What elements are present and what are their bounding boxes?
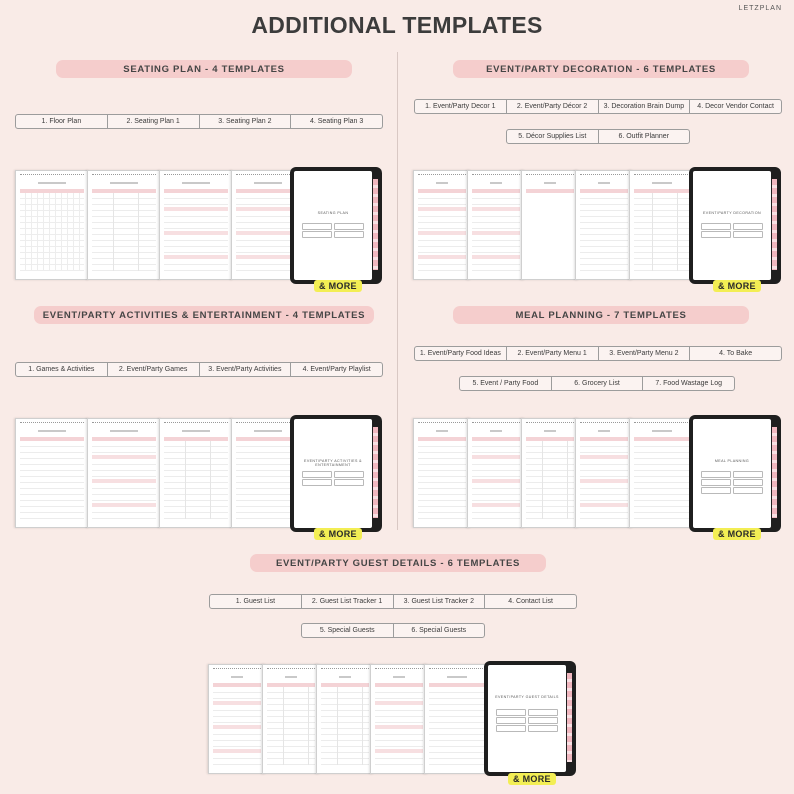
template-tab[interactable]: 1. Event/Party Decor 1 (425, 103, 496, 110)
template-tab[interactable]: 2. Event/Party Games (107, 363, 199, 376)
template-tab[interactable]: 4. Event/Party Playlist (290, 363, 382, 376)
template-tab-row (209, 594, 577, 609)
template-page-thumbnail[interactable] (424, 664, 490, 774)
template-tab[interactable]: 4. Seating Plan 3 (290, 115, 382, 128)
template-tab[interactable]: 4. Decor Vendor Contact (689, 100, 781, 113)
tablet-screen-title: SEATING PLAN (317, 211, 349, 215)
template-tab[interactable]: 4. To Bake (689, 347, 781, 360)
tablet-screen-title: MEAL PLANNING (714, 459, 750, 463)
section-banner: EVENT/PARTY ACTIVITIES & ENTERTAINMENT - 4 TEMPLATES (34, 306, 374, 324)
section-banner: EVENT/PARTY GUEST DETAILS - 6 TEMPLATES (250, 554, 546, 572)
template-page-thumbnail[interactable] (87, 170, 161, 280)
section-banner: SEATING PLAN - 4 TEMPLATES (56, 60, 352, 78)
tablet-mockup (484, 661, 576, 784)
template-page-thumbnail[interactable] (316, 664, 374, 774)
template-page-thumbnail[interactable] (15, 170, 89, 280)
template-tab[interactable]: 2. Event/Party Décor 2 (506, 100, 598, 113)
tablet-screen (693, 171, 771, 280)
template-tab[interactable]: 6. Outfit Planner (598, 130, 690, 143)
template-tab-row (15, 362, 383, 377)
tablet-side-tabs (567, 673, 572, 762)
template-tab-row (301, 623, 485, 638)
template-tab[interactable]: 3. Guest List Tracker 2 (393, 595, 485, 608)
template-tab-row (414, 99, 782, 114)
tablet-side-tabs (373, 427, 378, 518)
template-tab[interactable]: 1. Guest List (235, 598, 276, 605)
template-page-thumbnail[interactable] (629, 418, 695, 528)
template-page-thumbnail[interactable] (575, 170, 633, 280)
template-tab[interactable]: 3. Decoration Brain Dump (598, 100, 690, 113)
template-tab[interactable]: 6. Grocery List (551, 377, 643, 390)
template-preview-strip (208, 664, 578, 784)
template-tab[interactable]: 2. Guest List Tracker 1 (301, 595, 393, 608)
section-banner: EVENT/PARTY DECORATION - 6 TEMPLATES (453, 60, 749, 78)
tablet-screen (693, 419, 771, 528)
page-title: ADDITIONAL TEMPLATES (251, 12, 543, 38)
template-page-thumbnail[interactable] (413, 170, 471, 280)
template-preview-strip (413, 418, 783, 539)
template-preview-strip (15, 170, 383, 291)
template-tab[interactable]: 5. Event / Party Food (472, 380, 539, 387)
template-page-thumbnail[interactable] (370, 664, 428, 774)
template-page-thumbnail[interactable] (629, 170, 695, 280)
section-banner: MEAL PLANNING - 7 TEMPLATES (453, 306, 749, 324)
tablet-screen-title: EVENT/PARTY GUEST DETAILS (495, 695, 559, 699)
template-tab[interactable]: 2. Seating Plan 1 (107, 115, 199, 128)
template-tab[interactable]: 1. Event/Party Food Ideas (419, 350, 501, 357)
template-tab[interactable]: 3. Seating Plan 2 (199, 115, 291, 128)
tablet-screen (294, 171, 372, 280)
template-page-thumbnail[interactable] (159, 418, 233, 528)
brand-logo: LETZPLAN (738, 5, 782, 12)
tablet-side-tabs (373, 179, 378, 270)
template-page-thumbnail[interactable] (467, 170, 525, 280)
template-page-thumbnail[interactable] (521, 418, 579, 528)
template-tab[interactable]: 1. Floor Plan (41, 118, 82, 125)
template-tab[interactable]: 7. Food Wastage Log (642, 377, 734, 390)
center-divider (397, 52, 398, 530)
template-tab-row (459, 376, 735, 391)
template-page-thumbnail[interactable] (262, 664, 320, 774)
template-tab[interactable]: 5. Décor Supplies List (518, 133, 587, 140)
more-badge: & MORE (314, 280, 362, 292)
template-page-thumbnail[interactable] (467, 418, 525, 528)
template-page-thumbnail[interactable] (87, 418, 161, 528)
template-page-thumbnail[interactable] (159, 170, 233, 280)
more-badge: & MORE (713, 280, 761, 292)
template-page-thumbnail[interactable] (413, 418, 471, 528)
template-page-thumbnail[interactable] (575, 418, 633, 528)
template-tab-row (506, 129, 690, 144)
template-page-thumbnail[interactable] (208, 664, 266, 774)
tablet-mockup (290, 167, 382, 291)
template-tab-row (15, 114, 383, 129)
template-tab[interactable]: 6. Special Guests (393, 624, 485, 637)
tablet-mockup (290, 415, 382, 539)
template-page-thumbnail[interactable] (521, 170, 579, 280)
more-badge: & MORE (713, 528, 761, 540)
tablet-screen-title: EVENT/PARTY ACTIVITIES & ENTERTAINMENT (304, 459, 362, 467)
template-preview-strip (15, 418, 383, 539)
template-tab[interactable]: 3. Event/Party Activities (199, 363, 291, 376)
template-tab[interactable]: 2. Event/Party Menu 1 (506, 347, 598, 360)
template-preview-strip (413, 170, 783, 291)
tablet-screen-title: EVENT/PARTY DECORATION (702, 211, 762, 215)
template-tab[interactable]: 1. Games & Activities (28, 366, 95, 373)
template-tab[interactable]: 3. Event/Party Menu 2 (598, 347, 690, 360)
template-tab[interactable]: 4. Contact List (484, 595, 576, 608)
tablet-side-tabs (772, 179, 777, 270)
more-badge: & MORE (508, 773, 556, 785)
template-page-thumbnail[interactable] (15, 418, 89, 528)
tablet-mockup (689, 167, 781, 291)
tablet-screen (488, 665, 566, 772)
template-tab-row (414, 346, 782, 361)
tablet-mockup (689, 415, 781, 539)
template-tab[interactable]: 5. Special Guests (319, 627, 375, 634)
tablet-side-tabs (772, 427, 777, 518)
more-badge: & MORE (314, 528, 362, 540)
tablet-screen (294, 419, 372, 528)
